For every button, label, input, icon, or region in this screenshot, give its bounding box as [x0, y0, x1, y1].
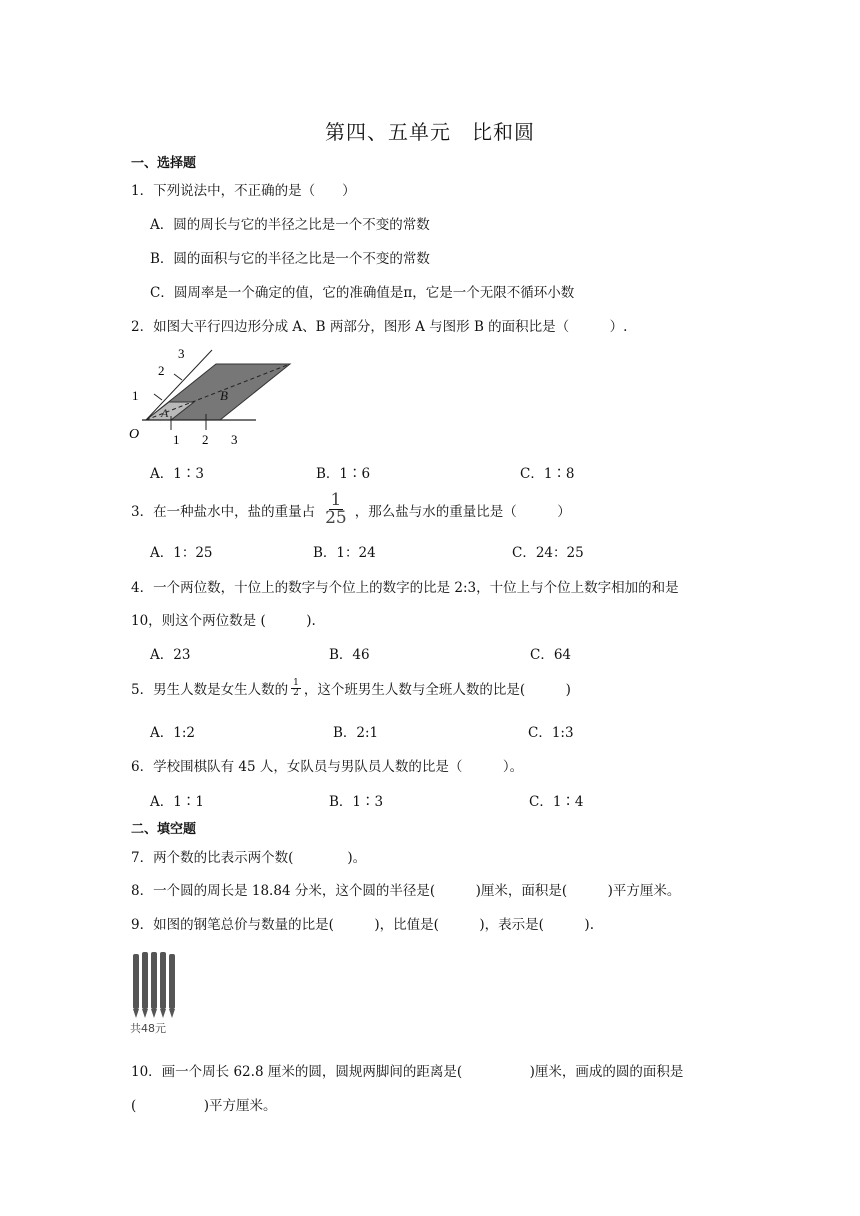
question-4-option-c: C．64: [530, 647, 572, 663]
question-6-option-c: C．1∶4: [529, 794, 584, 810]
question-3-option-a: A．1：25: [150, 545, 213, 561]
question-6-stem: 6．学校围棋队有 45 人，女队员与男队员人数的比是（ ）。: [131, 759, 524, 775]
question-1-option-c: C．圆周率是一个确定的值，它的准确值是π，它是一个无限不循环小数: [150, 285, 575, 301]
question-5-option-a: A．1:2: [150, 725, 195, 741]
question-3-stem-after: ，那么盐与水的重量比是（ ）: [354, 503, 571, 520]
pen-icon: [169, 954, 175, 1018]
question-9-stem: 9．如图的钢笔总价与数量的比是( )，比值是( )，表示是( ).: [131, 917, 594, 933]
question-5-option-b: B．2:1: [333, 725, 379, 741]
question-3-fraction-numerator: 1: [330, 490, 342, 510]
parallelogram-figure: [128, 342, 308, 450]
bottom-label-2: 2: [202, 432, 209, 447]
section-heading-choice: 一、选择题: [131, 156, 197, 171]
question-4-option-b: B．46: [329, 647, 370, 663]
question-2-stem: 2．如图大平行四边形分成 A、B 两部分，图形 A 与图形 B 的面积比是（ ）.: [131, 319, 628, 335]
question-2-option-a: A．1∶3: [150, 466, 204, 482]
question-5-stem-before: 5．男生人数是女生人数的: [131, 682, 289, 698]
origin-label: O: [129, 427, 140, 442]
question-4-line-1: 4．一个两位数，十位上的数字与个位上的数字的比是 2:3，十位上与个位上数字相加的和是: [131, 580, 679, 596]
question-10-line-1: 10．画一个周长 62.8 厘米的圆，圆规两脚间的距离是( )厘米，画成的圆的面积是: [131, 1064, 684, 1080]
question-7-stem: 7．两个数的比表示两个数( )。: [131, 850, 367, 866]
pen-icon: [151, 952, 157, 1018]
top-label-1: 1: [132, 388, 139, 403]
question-3-option-b: B．1：24: [313, 545, 376, 561]
question-1-option-b: B．圆的面积与它的半径之比是一个不变的常数: [150, 251, 430, 267]
section-heading-fill: 二、填空题: [131, 822, 197, 837]
question-5-option-c: C．1:3: [528, 725, 574, 741]
question-4-line-2: 10，则这个两位数是 ( ).: [131, 613, 316, 629]
question-3-fraction: [325, 492, 347, 527]
question-10-line-2: ( )平方厘米。: [131, 1098, 277, 1114]
question-3-stem-before: 3．在一种盐水中，盐的重量占: [131, 503, 316, 520]
question-5-fraction-numerator: 1: [293, 677, 299, 688]
question-3-fraction-denominator: 25: [325, 508, 347, 528]
question-5-fraction: [291, 679, 301, 698]
pen-icon: [142, 952, 148, 1018]
question-2-option-b: B．1∶6: [316, 466, 371, 482]
question-6-option-b: B．1∶3: [329, 794, 384, 810]
question-3-option-c: C．24：25: [512, 545, 584, 561]
region-a-label: A: [161, 406, 169, 420]
question-8-stem: 8．一个圆的周长是 18.84 分米，这个圆的半径是( )厘米，面积是( )平方厘米。: [131, 883, 681, 899]
question-5-stem: [131, 678, 571, 698]
top-label-2: 2: [158, 363, 165, 378]
region-b-label: B: [220, 388, 228, 403]
bottom-label-3: 3: [231, 432, 238, 447]
question-5-fraction-denominator: 2: [293, 687, 299, 698]
pen-icon: [160, 952, 166, 1018]
question-4-option-a: A．23: [150, 647, 191, 663]
question-6-option-a: A．1∶1: [150, 794, 204, 810]
question-1-stem: 1．下列说法中，不正确的是（ ）: [131, 183, 356, 199]
pen-icon: [133, 954, 139, 1018]
question-1-option-a: A．圆的周长与它的半径之比是一个不变的常数: [150, 217, 430, 233]
pens-price-caption: 共48元: [130, 1022, 166, 1035]
question-2-option-c: C．1∶8: [520, 466, 575, 482]
bottom-label-1: 1: [173, 432, 180, 447]
question-5-stem-after: ，这个班男生人数与全班人数的比是( ): [303, 682, 571, 698]
pens-picture: [128, 946, 188, 1036]
top-label-3: 3: [178, 346, 185, 361]
question-3-stem: [131, 492, 571, 527]
page-title: 第四、五单元 比和圆: [325, 120, 535, 144]
